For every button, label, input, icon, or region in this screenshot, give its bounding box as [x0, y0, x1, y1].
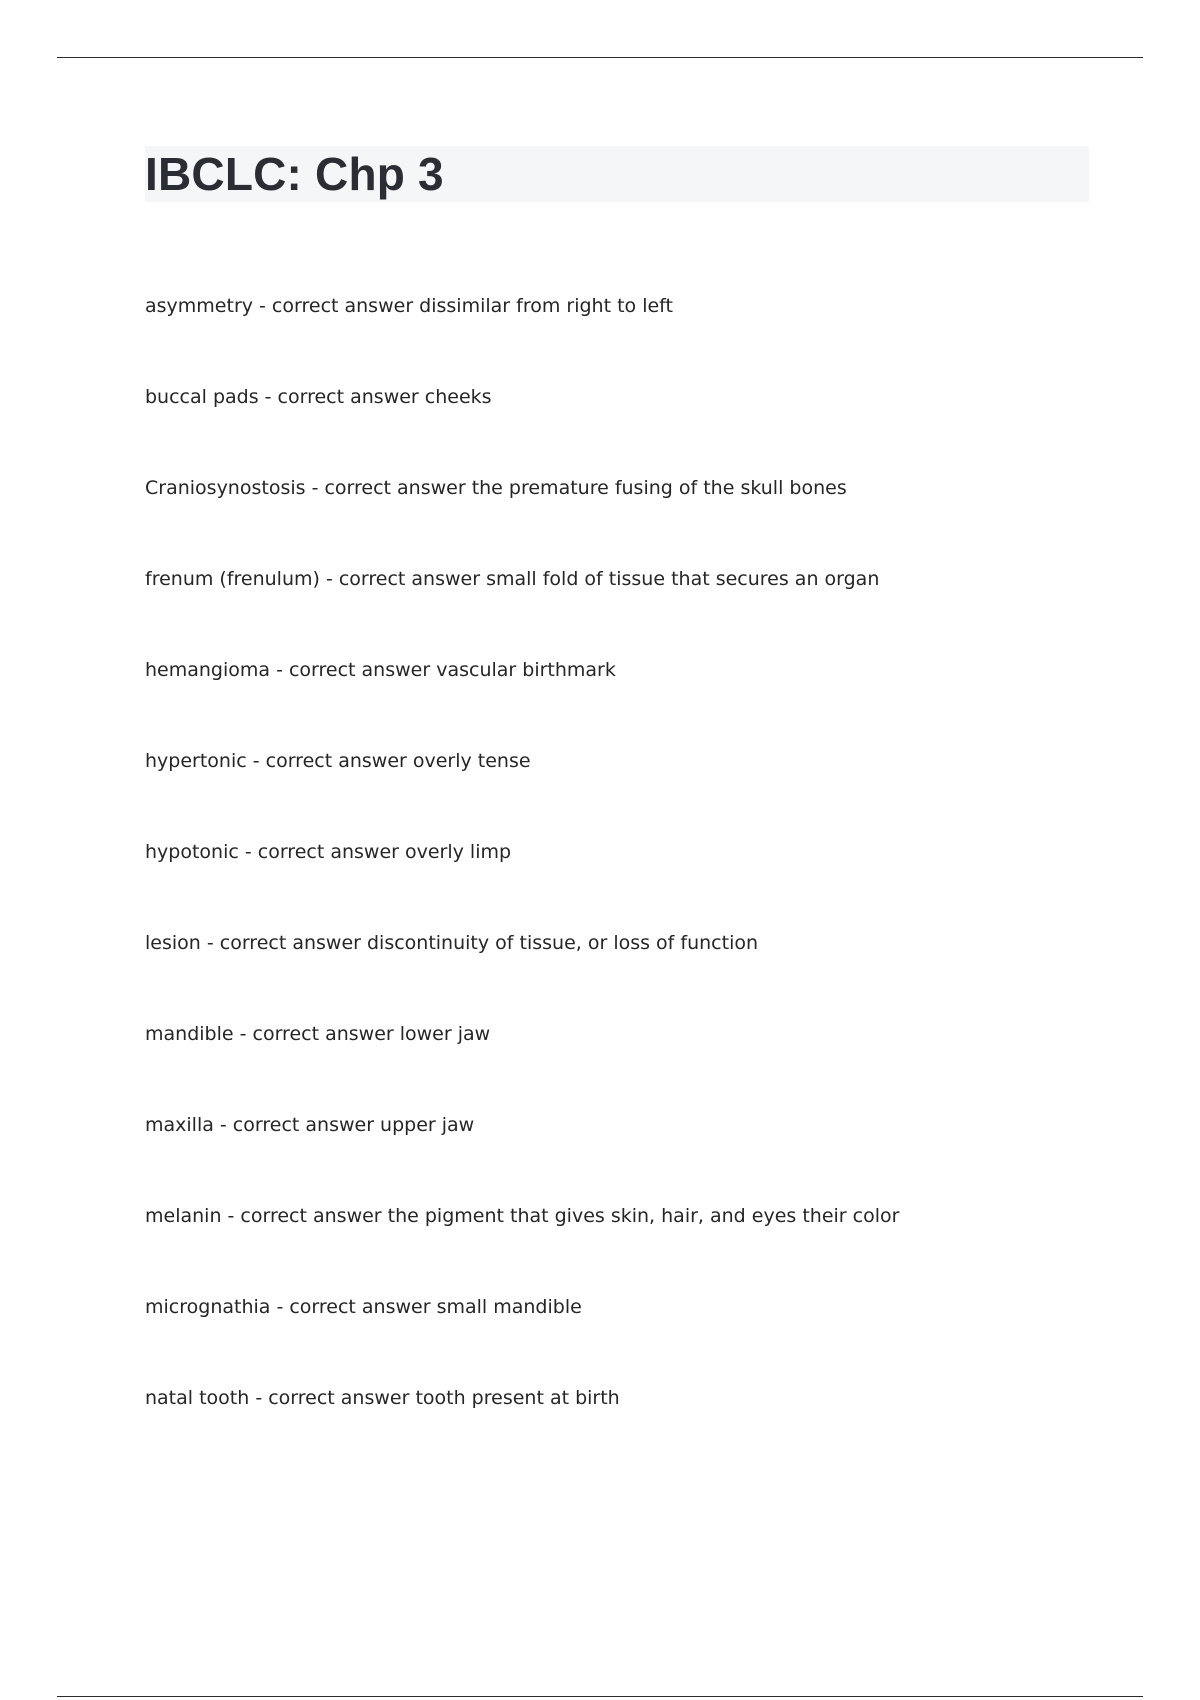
term-entry: Craniosynostosis - correct answer the premature fusing of the skull bones [145, 477, 847, 499]
term-entry: natal tooth - correct answer tooth present at birth [145, 1387, 620, 1409]
term-entry: melanin - correct answer the pigment that gives skin, hair, and eyes their color [145, 1205, 900, 1227]
term-entry: micrognathia - correct answer small mandible [145, 1296, 582, 1318]
term-entry: hemangioma - correct answer vascular birthmark [145, 659, 616, 681]
term-entry: asymmetry - correct answer dissimilar from right to left [145, 295, 673, 317]
term-entry: mandible - correct answer lower jaw [145, 1023, 491, 1045]
bottom-rule [57, 1696, 1143, 1697]
term-entry: hypotonic - correct answer overly limp [145, 841, 512, 863]
term-entry: frenum (frenulum) - correct answer small fold of tissue that secures an organ [145, 568, 880, 590]
term-entry: lesion - correct answer discontinuity of tissue, or loss of function [145, 932, 759, 954]
top-rule [57, 57, 1143, 58]
term-entry: maxilla - correct answer upper jaw [145, 1114, 475, 1136]
term-entry: hypertonic - correct answer overly tense [145, 750, 531, 772]
page-title: IBCLC: Chp 3 [145, 148, 444, 200]
term-entry: buccal pads - correct answer cheeks [145, 386, 492, 408]
term-list [145, 294, 899, 1477]
